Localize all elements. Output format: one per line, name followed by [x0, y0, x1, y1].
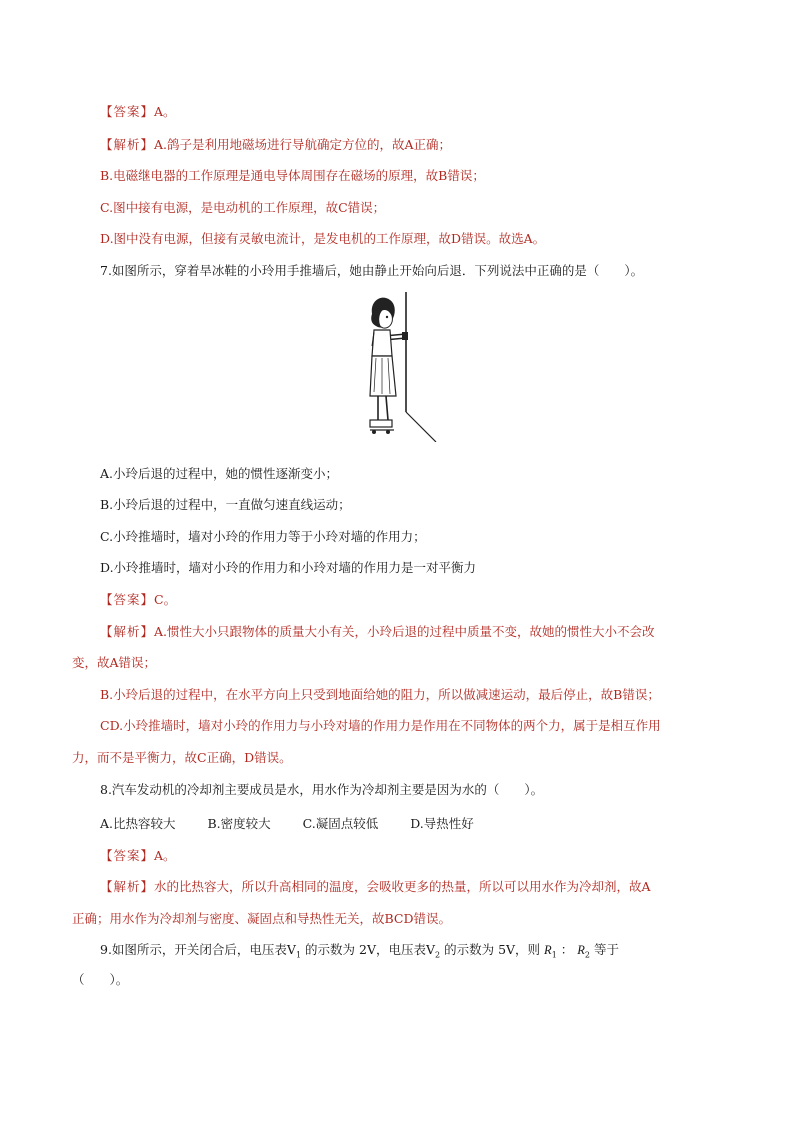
q8-analysis-line-1 [100, 878, 730, 896]
analysis-tag: 【解析】 [100, 879, 155, 894]
q6-analysis-line-2 [100, 167, 730, 185]
answer-tag: 【答案】 [100, 592, 155, 607]
analysis-text: A.鸽子是利用地磁场进行导航确定方位的，故A正确； [154, 137, 452, 152]
answer-tag: 【答案】 [100, 104, 155, 119]
analysis-text: 力，而不是平衡力，故C正确，D错误。 [72, 750, 292, 765]
analysis-tag: 【解析】 [100, 137, 155, 152]
q7-option-a: A.小玲后退的过程中，她的惯性逐渐变小； [100, 466, 339, 481]
q7-answer [100, 591, 730, 609]
analysis-tag: 【解析】 [100, 624, 155, 639]
q8-option-d: D.导热性好 [410, 816, 474, 831]
answer-value: C。 [154, 592, 177, 607]
q9-question [100, 941, 730, 965]
q8-analysis-line-2 [72, 910, 702, 928]
q9-text: 的示数为 5V，则 [440, 942, 541, 957]
q8-options [100, 815, 502, 833]
q7-option-b: B.小玲后退的过程中，一直做匀速直线运动； [100, 497, 351, 512]
analysis-text: A.惯性大小只跟物体的质量大小有关，小玲后退的过程中质量不变，故她的惯性大小不会改 [154, 624, 655, 639]
q7-analysis-line-4 [100, 717, 730, 735]
analysis-text: 正确；用水作为冷却剂与密度、凝固点和导热性无关，故BCD错误。 [72, 911, 452, 926]
q8-option-a: A.比热容较大 [100, 816, 176, 831]
q7-analysis-line-2 [72, 654, 702, 672]
analysis-text: C.图中接有电源，是电动机的工作原理，故C错误； [100, 200, 386, 215]
q6-analysis-line-3 [100, 199, 730, 217]
q9-text: ： [556, 942, 574, 957]
q8-answer [100, 847, 730, 865]
analysis-text: D.图中没有电源，但接有灵敏电流计，是发电机的工作原理，故D错误。故选A。 [100, 231, 546, 246]
subscript: 1 [551, 950, 557, 960]
q7-analysis-line-5 [72, 749, 702, 767]
answer-value: A。 [154, 848, 176, 863]
q6-analysis-line-4 [100, 230, 730, 248]
subscript: 2 [435, 950, 441, 960]
subscript: 1 [295, 950, 302, 960]
analysis-text: 水的比热容大，所以升高相同的温度，会吸收更多的热量，所以可以用水作为冷却剂，故A [154, 879, 651, 894]
resistor-symbol: R [544, 943, 552, 957]
q7-option-d: D.小玲推墙时，墙对小玲的作用力和小玲对墙的作用力是一对平衡力 [100, 560, 477, 575]
q9-text: 9.如图所示，开关闭合后，电压表V [100, 942, 296, 957]
q7-option-c: C.小玲推墙时，墙对小玲的作用力等于小玲对墙的作用力； [100, 529, 426, 544]
q8-option-c: C.凝固点较低 [302, 816, 379, 831]
q9-text: 的示数为 2V，电压表V [301, 942, 436, 957]
answer-value: A。 [154, 104, 176, 119]
analysis-text: B.电磁继电器的工作原理是通电导体周围存在磁场的原理，故B错误； [100, 168, 485, 183]
analysis-text: 变，故A错误； [72, 655, 157, 670]
q6-analysis-line-1 [100, 136, 730, 154]
q9-text: 等于 [589, 942, 619, 957]
answer-tag: 【答案】 [100, 848, 155, 863]
analysis-text: CD.小玲推墙时，墙对小玲的作用力与小玲对墙的作用力是作用在不同物体的两个力，属于是相互作用 [100, 718, 661, 733]
q7-question: 7.如图所示，穿着旱冰鞋的小玲用手推墙后，她由静止开始向后退．下列说法中正确的是（ ）。 [100, 263, 644, 278]
subscript: 2 [584, 950, 590, 960]
q6-answer [100, 103, 730, 121]
q7-analysis-line-3 [100, 686, 730, 704]
analysis-text: B.小玲后退的过程中，在水平方向上只受到地面给她的阻力，所以做减速运动，最后停止，故B错误； [100, 687, 660, 702]
q9-question-line-2: （ ）。 [72, 972, 129, 987]
q7-analysis-line-1 [100, 623, 730, 641]
resistor-symbol: R [577, 943, 585, 957]
q8-option-b: B.密度较大 [207, 816, 271, 831]
girl-pushing-wall-illustration [360, 292, 446, 442]
q8-question: 8.汽车发动机的冷却剂主要成员是水，用水作为冷却剂主要是因为水的（ ）。 [100, 782, 544, 797]
